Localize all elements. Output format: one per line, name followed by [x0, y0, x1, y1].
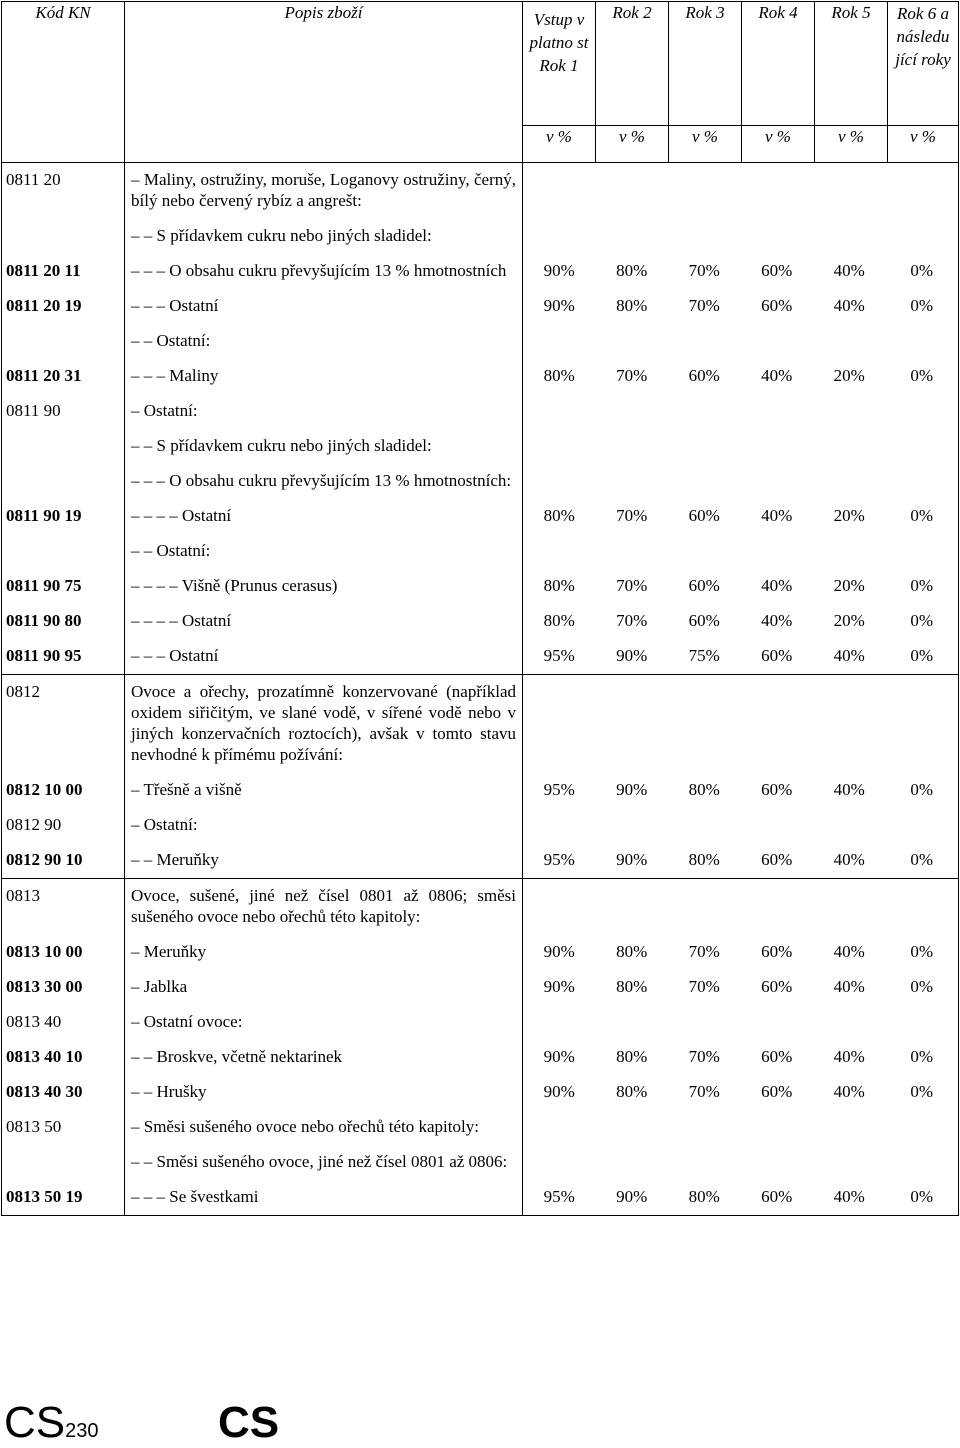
rate-value: 95%	[543, 646, 575, 665]
rate-row	[523, 1145, 958, 1180]
header-year3: Rok 3	[669, 2, 742, 126]
description-line: – – Broskve, včetně nektarinek	[131, 1047, 343, 1066]
rate-value: 40%	[833, 261, 865, 280]
description-line: – Směsi sušeného ovoce nebo ořechů této kapitoly:	[131, 1117, 479, 1136]
kn-code: 0811 90	[6, 401, 61, 420]
rate-row	[523, 324, 958, 359]
header-code: Kód KN	[2, 2, 125, 163]
kn-code	[6, 464, 124, 499]
rate-value: 20%	[833, 576, 865, 595]
rate-value: 80%	[543, 506, 575, 525]
header-year5: Rok 5	[815, 2, 888, 126]
rate-row	[523, 1040, 958, 1075]
rate-value: 80%	[616, 296, 648, 315]
rate-row	[523, 675, 958, 773]
rate-row	[523, 879, 958, 935]
table-body	[2, 163, 959, 1216]
description-line: – – Ostatní:	[131, 331, 211, 350]
rate-value: 90%	[543, 942, 575, 961]
rate-value: 0%	[910, 977, 934, 996]
description-line: – Maliny, ostružiny, moruše, Loganovy ostružiny, černý, bílý nebo červený rybíz a angrešt:	[131, 170, 516, 210]
kn-code: 0812	[6, 682, 40, 701]
kn-code: 0813 40 10	[6, 1047, 83, 1066]
rate-value: 60%	[761, 1047, 793, 1066]
description-cell	[125, 675, 523, 879]
rate-value: 70%	[688, 977, 720, 996]
rate-row	[523, 604, 958, 639]
rate-value: 40%	[833, 942, 865, 961]
header-description: Popis zboží	[125, 2, 523, 163]
kn-code: 0811 20 19	[6, 296, 82, 315]
rate-value: 90%	[543, 1082, 575, 1101]
rate-value: 90%	[616, 780, 648, 799]
rate-value: 70%	[688, 261, 720, 280]
rate-value: 80%	[616, 1047, 648, 1066]
rate-value: 40%	[833, 646, 865, 665]
language-code-bold: CS	[218, 1398, 280, 1447]
rate-value: 60%	[688, 366, 720, 385]
rate-value: 80%	[688, 780, 720, 799]
rate-value: 40%	[833, 1187, 865, 1206]
header-year2: Rok 2	[596, 2, 669, 126]
rate-value: 40%	[833, 296, 865, 315]
rate-row	[523, 970, 958, 1005]
rate-row	[523, 639, 958, 674]
rate-value: 80%	[543, 366, 575, 385]
description-line: – – – Ostatní	[131, 646, 219, 665]
kn-code: 0811 20 31	[6, 366, 82, 385]
rate-value: 40%	[761, 506, 793, 525]
rate-value: 90%	[616, 646, 648, 665]
rate-row	[523, 1075, 958, 1110]
rate-row	[523, 1110, 958, 1145]
unit-cell: v %	[815, 126, 888, 163]
description-line: – – – O obsahu cukru převyšujícím 13 % hmotnostních:	[131, 471, 512, 490]
language-code: CS	[4, 1398, 66, 1447]
rate-value: 60%	[761, 780, 793, 799]
code-cell	[2, 163, 125, 675]
rate-value: 70%	[616, 611, 648, 630]
kn-code: 0811 90 95	[6, 646, 82, 665]
rate-value: 0%	[910, 850, 934, 869]
description-line: – Třešně a višně	[131, 780, 242, 799]
rate-row	[523, 569, 958, 604]
rate-value: 80%	[616, 1082, 648, 1101]
description-line: – – S přídavkem cukru nebo jiných sladidel:	[131, 436, 432, 455]
rate-value: 95%	[543, 850, 575, 869]
rate-value: 0%	[910, 506, 934, 525]
table-row	[2, 163, 959, 675]
rate-value: 40%	[833, 780, 865, 799]
rate-value: 90%	[616, 1187, 648, 1206]
description-line: – – – Ostatní	[131, 296, 219, 315]
kn-code: 0813 40	[6, 1012, 62, 1031]
rate-value: 0%	[910, 646, 934, 665]
description-line: – – Směsi sušeného ovoce, jiné než čísel 0801 až 0806:	[131, 1152, 508, 1171]
rate-value: 95%	[543, 780, 575, 799]
kn-code: 0811 90 75	[6, 576, 82, 595]
rate-value: 80%	[688, 1187, 720, 1206]
description-line: – Meruňky	[131, 942, 207, 961]
rate-value: 0%	[910, 611, 934, 630]
unit-cell: v %	[888, 126, 959, 163]
rates-cell	[523, 675, 959, 879]
rate-value: 0%	[910, 780, 934, 799]
rate-value: 20%	[833, 366, 865, 385]
header-year6: Rok 6 a následu jící roky	[888, 2, 959, 126]
description-line: – – – – Ostatní	[131, 506, 232, 525]
header-year1: Vstup v platno st Rok 1	[523, 2, 596, 126]
rate-value: 90%	[543, 977, 575, 996]
unit-cell: v %	[742, 126, 815, 163]
unit-cell: v %	[596, 126, 669, 163]
description-cell	[125, 163, 523, 675]
kn-code: 0813	[6, 886, 40, 905]
kn-code	[6, 534, 124, 569]
rate-value: 80%	[616, 261, 648, 280]
rate-row	[523, 499, 958, 534]
rate-value: 0%	[910, 1187, 934, 1206]
rate-value: 40%	[833, 977, 865, 996]
rate-value: 80%	[616, 942, 648, 961]
rate-row	[523, 935, 958, 970]
rate-value: 60%	[761, 1082, 793, 1101]
kn-code: 0812 10 00	[6, 780, 83, 799]
rate-row	[523, 394, 958, 429]
rate-value: 60%	[761, 942, 793, 961]
kn-code	[6, 219, 124, 254]
rate-value: 60%	[761, 261, 793, 280]
kn-code: 0811 20 11	[6, 261, 81, 280]
rate-row	[523, 1180, 958, 1215]
kn-code: 0813 50 19	[6, 1187, 83, 1206]
rate-value: 20%	[833, 611, 865, 630]
kn-code: 0812 90 10	[6, 850, 83, 869]
rate-value: 75%	[688, 646, 720, 665]
rate-value: 90%	[543, 1047, 575, 1066]
rate-value: 40%	[833, 850, 865, 869]
rate-value: 60%	[688, 611, 720, 630]
rate-value: 70%	[688, 1082, 720, 1101]
kn-code	[6, 429, 124, 464]
description-line: – – – – Višně (Prunus cerasus)	[131, 576, 338, 595]
description-line: – Ostatní ovoce:	[131, 1012, 243, 1031]
page-footer	[4, 1398, 280, 1448]
description-line: – Ostatní:	[131, 401, 198, 420]
description-line: Ovoce, sušené, jiné než čísel 0801 až 0806; směsi sušeného ovoce nebo ořechů této kapitoly:	[131, 886, 516, 926]
rate-value: 60%	[761, 646, 793, 665]
rate-row	[523, 773, 958, 808]
page-number: 230	[65, 1420, 99, 1442]
description-line: – – – O obsahu cukru převyšujícím 13 % hmotnostních	[131, 261, 507, 280]
description-line: – – Ostatní:	[131, 541, 211, 560]
rate-value: 40%	[833, 1047, 865, 1066]
rate-row	[523, 254, 958, 289]
rate-value: 40%	[833, 1082, 865, 1101]
rate-value: 0%	[910, 296, 934, 315]
kn-code: 0811 90 80	[6, 611, 82, 630]
rate-value: 80%	[616, 977, 648, 996]
rate-value: 70%	[616, 576, 648, 595]
rate-value: 60%	[761, 1187, 793, 1206]
rate-row	[523, 163, 958, 219]
rate-value: 60%	[688, 576, 720, 595]
rate-value: 70%	[688, 296, 720, 315]
kn-code: 0813 30 00	[6, 977, 83, 996]
rate-value: 70%	[688, 942, 720, 961]
rate-row	[523, 289, 958, 324]
kn-code: 0813 10 00	[6, 942, 83, 961]
rate-value: 80%	[688, 850, 720, 869]
rate-row	[523, 359, 958, 394]
description-line: – – S přídavkem cukru nebo jiných sladidel:	[131, 226, 432, 245]
kn-code	[6, 324, 124, 359]
rate-row	[523, 534, 958, 569]
description-line: – – Hrušky	[131, 1082, 207, 1101]
code-cell	[2, 675, 125, 879]
rate-value: 60%	[688, 506, 720, 525]
table-row	[2, 879, 959, 1216]
rate-row	[523, 464, 958, 499]
description-line: Ovoce a ořechy, prozatímně konzervované (například oxidem siřičitým, ve slané vodě, v sířené vodě nebo v jiných konzervačních roztocích), avšak v tomto stavu nevhodné k přímému požívání:	[131, 682, 516, 764]
rate-value: 0%	[910, 1082, 934, 1101]
kn-code: 0811 20	[6, 170, 61, 189]
rate-value: 70%	[616, 506, 648, 525]
rate-value: 80%	[543, 611, 575, 630]
rate-row	[523, 429, 958, 464]
rate-value: 40%	[761, 576, 793, 595]
rate-row	[523, 808, 958, 843]
rate-row	[523, 219, 958, 254]
description-cell	[125, 879, 523, 1216]
unit-cell: v %	[523, 126, 596, 163]
rate-value: 20%	[833, 506, 865, 525]
description-line: – – Meruňky	[131, 850, 219, 869]
rate-value: 0%	[910, 1047, 934, 1066]
table-row	[2, 675, 959, 879]
rate-value: 70%	[688, 1047, 720, 1066]
rate-value: 90%	[543, 261, 575, 280]
kn-code: 0811 90 19	[6, 506, 82, 525]
description-line: – – – – Ostatní	[131, 611, 232, 630]
description-line: – – – Maliny	[131, 366, 219, 385]
rate-value: 95%	[543, 1187, 575, 1206]
rate-value: 60%	[761, 977, 793, 996]
rate-value: 0%	[910, 942, 934, 961]
header-year4: Rok 4	[742, 2, 815, 126]
rates-cell	[523, 163, 959, 675]
kn-code: 0813 50	[6, 1117, 62, 1136]
rate-value: 60%	[761, 296, 793, 315]
kn-code	[6, 1145, 124, 1180]
rate-row	[523, 1005, 958, 1040]
kn-code: 0813 40 30	[6, 1082, 83, 1101]
description-line: – Jablka	[131, 977, 188, 996]
kn-code: 0812 90	[6, 815, 62, 834]
rate-value: 40%	[761, 366, 793, 385]
tariff-table	[1, 1, 959, 1216]
rate-value: 80%	[543, 576, 575, 595]
code-cell	[2, 879, 125, 1216]
header-row	[2, 2, 959, 126]
description-line: – Ostatní:	[131, 815, 198, 834]
unit-cell: v %	[669, 126, 742, 163]
rate-value: 90%	[543, 296, 575, 315]
rate-value: 60%	[761, 850, 793, 869]
rate-row	[523, 843, 958, 878]
rate-value: 90%	[616, 850, 648, 869]
rate-value: 0%	[910, 261, 934, 280]
description-line: – – – Se švestkami	[131, 1187, 259, 1206]
rate-value: 40%	[761, 611, 793, 630]
rates-cell	[523, 879, 959, 1216]
rate-value: 70%	[616, 366, 648, 385]
rate-value: 0%	[910, 576, 934, 595]
rate-value: 0%	[910, 366, 934, 385]
